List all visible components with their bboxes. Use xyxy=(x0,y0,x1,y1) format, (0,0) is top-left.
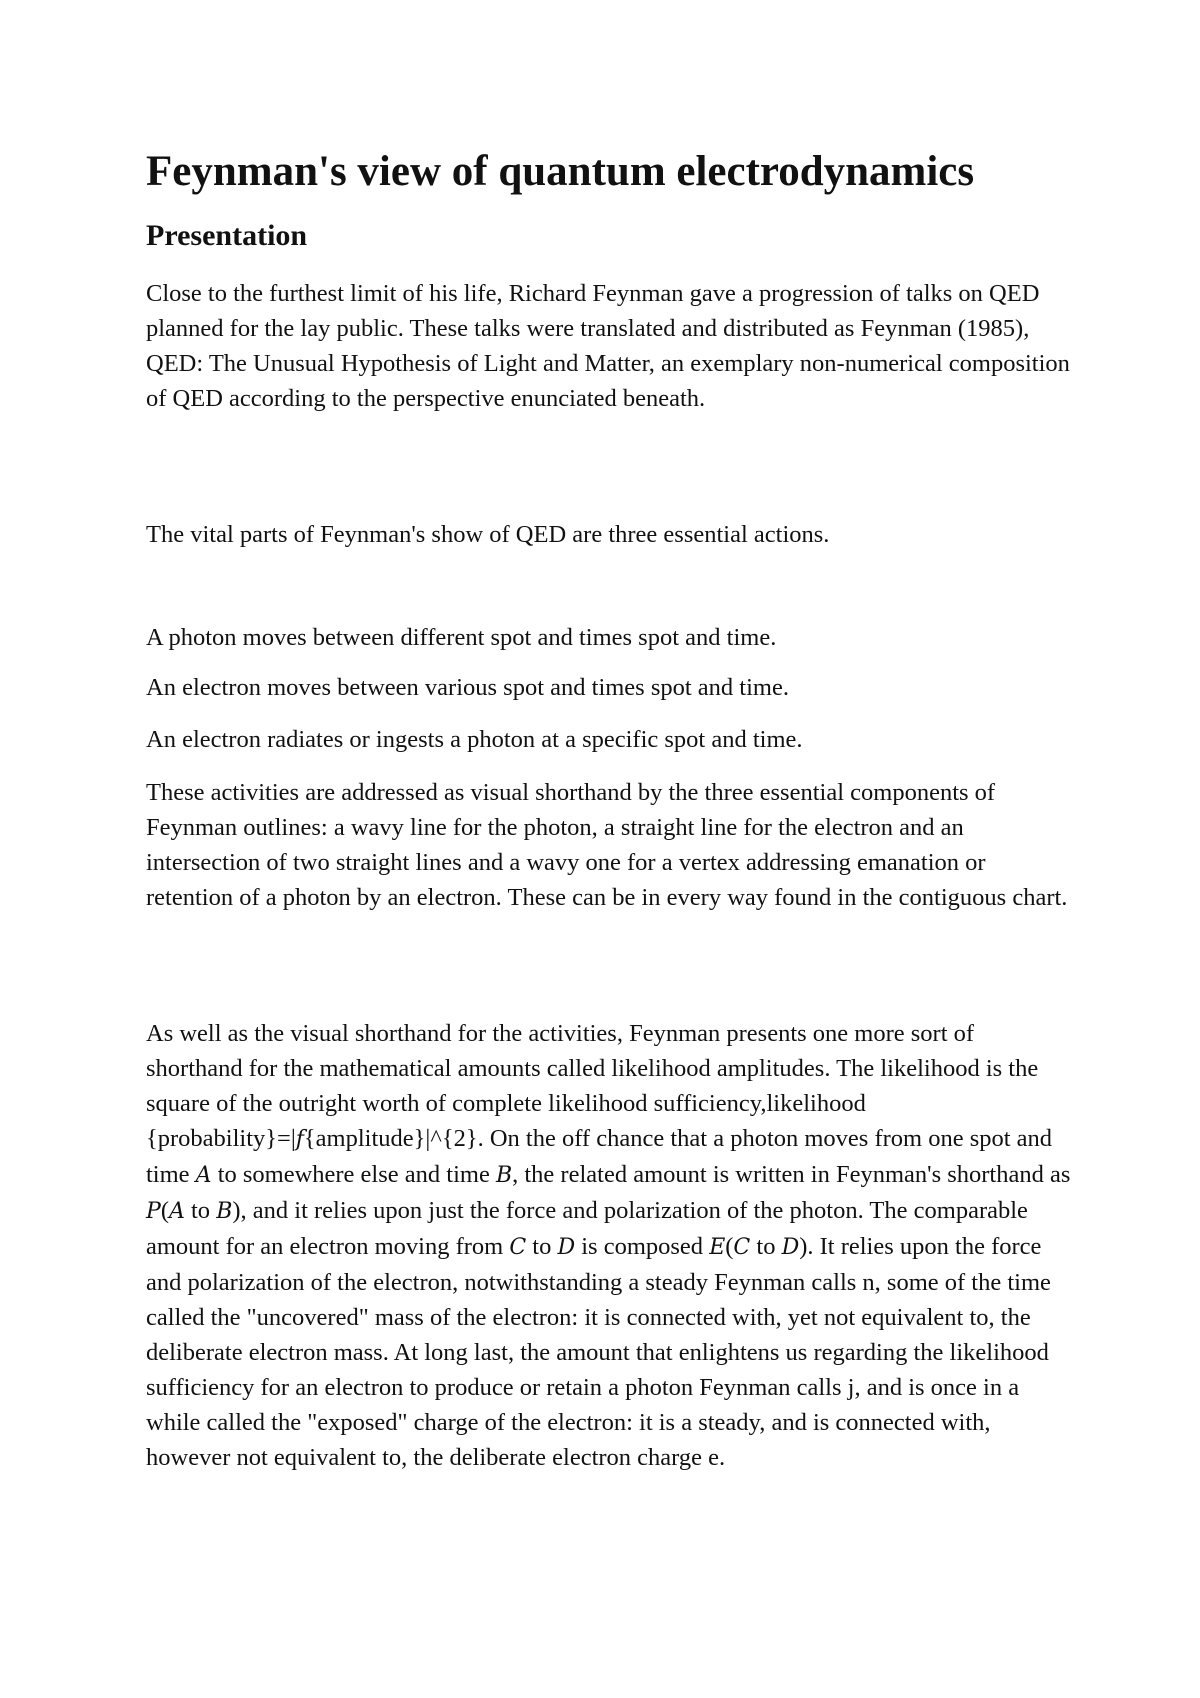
math-symbol: C xyxy=(733,1235,751,1260)
paragraph-electron-action: An electron moves between various spot and times spot and time. xyxy=(146,674,789,701)
math-symbol: E xyxy=(709,1235,726,1260)
math-symbol: D xyxy=(781,1235,800,1260)
text-run: ( xyxy=(160,1197,169,1224)
document-title: Feynman's view of quantum electrodynamics xyxy=(146,148,975,195)
text-run: to somewhere else and time xyxy=(211,1161,496,1188)
math-symbol: A xyxy=(195,1163,212,1188)
math-symbol: f xyxy=(295,1127,304,1152)
paragraph-photon-action: A photon moves between different spot and times spot and time. xyxy=(146,624,777,651)
text-run: , the related amount is written in Feynman's shorthand as xyxy=(512,1161,1071,1188)
text-run: ), and it relies upon just the force and polarization of the photon. The comparable amount for an electron moving from xyxy=(146,1197,1028,1260)
text-run: As well as the visual shorthand for the activities, Feynman presents one more sort of shorthand for the mathematical amounts called likelihood amplitudes. The likelihood is the square of the outright worth of complete likelihood sufficiency,likelihood {probability}=| xyxy=(146,1020,1039,1152)
text-run: to xyxy=(750,1233,782,1260)
math-symbol: A xyxy=(168,1199,185,1224)
paragraph-actions-intro: The vital parts of Feynman's show of QED are three essential actions. xyxy=(146,521,830,548)
paragraph-intro: Close to the furthest limit of his life, Richard Feynman gave a progression of talks on QED planned for the lay public. These talks were translated and distributed as Feynman (1985), QED: The Unusual Hypothesis of Light and Matter, an exemplary non-numerical composition of QED according to the perspective enunciated beneath. xyxy=(146,280,1070,412)
text-run: is composed xyxy=(575,1233,710,1260)
paragraph-amplitudes xyxy=(146,1016,1076,1475)
paragraph-diagram-components: These activities are addressed as visual shorthand by the three essential components of Feynman outlines: a wavy line for the photon, a straight line for the electron and an intersection of two straight lines and a wavy one for a vertex addressing emanation or retention of a photon by an electron. These can be in every way found in the contiguous chart. xyxy=(146,779,1068,911)
text-run: {amplitude}|^{2}. On the off chance that a photon moves from one spot and time xyxy=(146,1125,1053,1188)
text-run: ). It relies upon the force and polarization of the electron, notwithstanding a steady Feynman calls n, some of the time called the "uncovered" mass of the electron: it is connected with, yet not equivalent to, the deliberate electron mass. At long last, the amount that enlightens us regarding the likelihood sufficiency for an electron to produce or retain a photon Feynman calls j, and is once in a while called the "exposed" charge of the electron: it is a steady, and is connected with, however not equivalent to, the deliberate electron charge e. xyxy=(146,1233,1051,1471)
section-heading: Presentation xyxy=(146,219,308,252)
text-run: to xyxy=(526,1233,558,1260)
text-run: ( xyxy=(725,1233,734,1260)
math-symbol: P xyxy=(146,1199,161,1224)
math-symbol: B xyxy=(495,1163,513,1188)
math-symbol: D xyxy=(557,1235,576,1260)
math-symbol: C xyxy=(509,1235,527,1260)
paragraph-vertex-action: An electron radiates or ingests a photon at a specific spot and time. xyxy=(146,726,803,753)
math-symbol: B xyxy=(216,1199,233,1224)
text-run: to xyxy=(184,1197,217,1224)
